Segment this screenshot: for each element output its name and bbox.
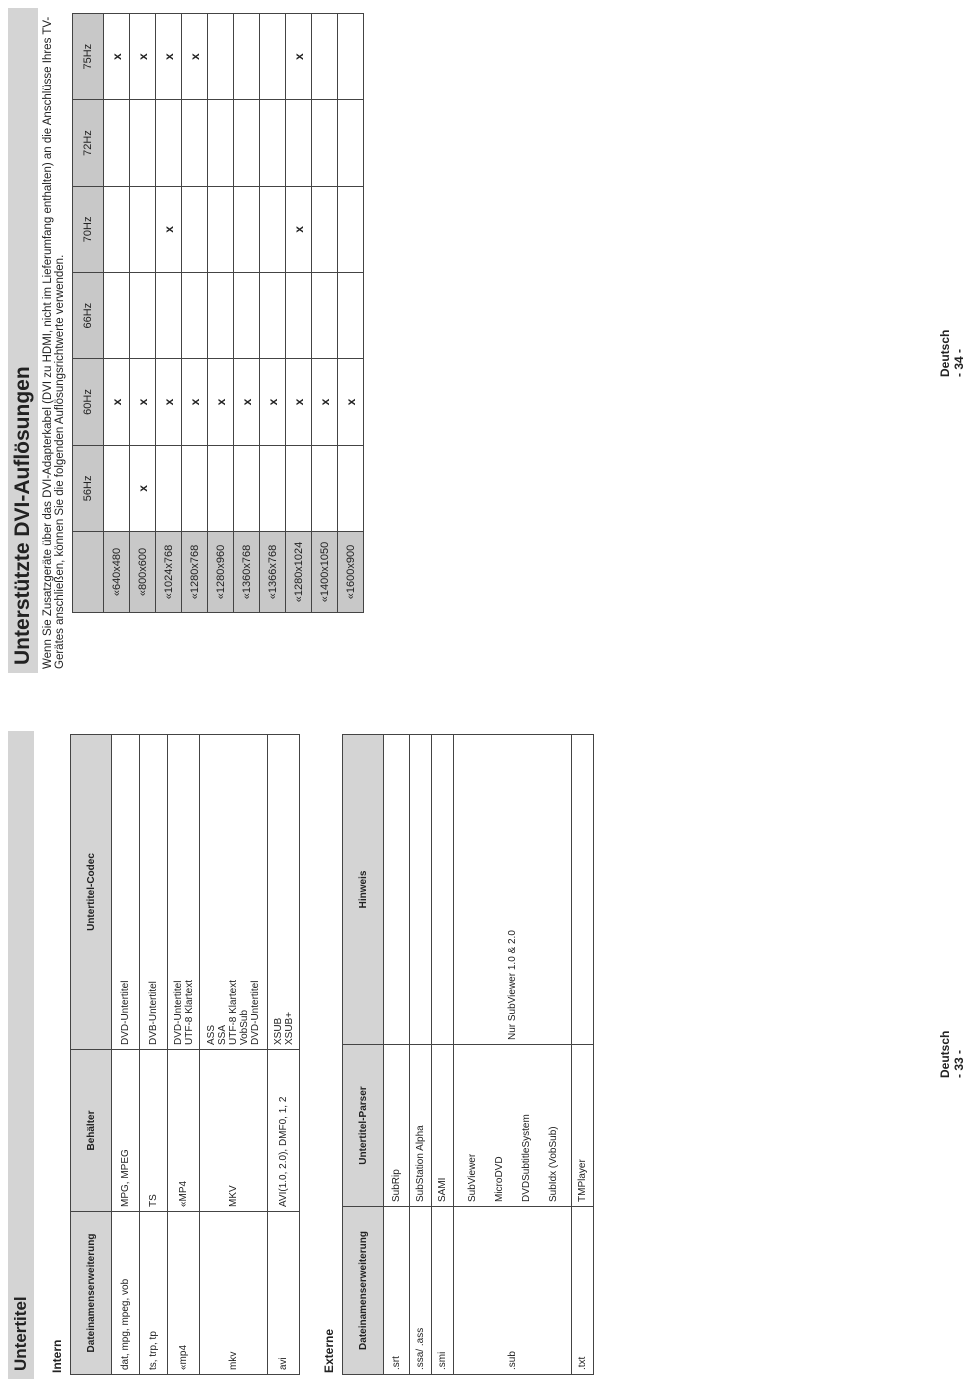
table-row — [572, 735, 594, 1375]
extension-cell: .srt — [384, 1207, 410, 1375]
header-cell: Untertitel-Codec — [71, 735, 112, 1050]
support-mark-cell: x — [156, 186, 182, 272]
codec-line: SSA — [217, 1024, 228, 1045]
codec-cell — [140, 735, 168, 1050]
note-cell — [572, 735, 594, 1045]
header-cell — [73, 532, 104, 613]
intro-text: Wenn Sie Zusatzgeräte über das DVI-Adapterkabel (DVI zu HDMI, nicht im Lieferumfang enthalten) an die Anschlüsse Ihres TV-Gerätes anschließen, können Sie die folgenden Auflösungsrichtwerte verwenden. — [42, 16, 66, 669]
parser-cell — [572, 1045, 594, 1207]
support-mark-cell — [104, 445, 130, 531]
parser-cell — [384, 1045, 410, 1207]
table-row — [168, 735, 200, 1375]
dvi-table-body — [104, 14, 364, 613]
container-cell: TS — [140, 1050, 168, 1212]
support-mark-cell: x — [182, 359, 208, 445]
extern-subtitle-table — [342, 734, 594, 1375]
note-cell — [410, 735, 432, 1045]
table-row — [338, 14, 364, 613]
table-row — [130, 14, 156, 613]
table-header-row — [71, 735, 112, 1375]
table-row — [312, 14, 338, 613]
codec-line: XSUB — [272, 1017, 284, 1045]
codec-line: DVD-Untertitel — [250, 980, 261, 1045]
resolution-cell: «1400x1050 — [312, 532, 338, 613]
codec-line: DVD-Untertitel — [120, 980, 131, 1045]
container-cell: «MP4 — [168, 1050, 200, 1212]
support-mark-cell — [182, 273, 208, 359]
support-mark-cell — [156, 445, 182, 531]
page-footer-33: Deutsch - 33 - — [938, 1030, 966, 1078]
parser-line: SubViewer — [466, 1153, 478, 1202]
support-mark-cell — [234, 100, 260, 186]
support-mark-cell — [312, 186, 338, 272]
header-cell: Untertitel-Parser — [343, 1045, 384, 1207]
support-mark-cell — [260, 273, 286, 359]
support-mark-cell — [130, 100, 156, 186]
codec-line: ASS — [206, 1024, 217, 1045]
support-mark-cell: x — [260, 359, 286, 445]
container-cell: MPG, MPEG — [112, 1050, 140, 1212]
support-mark-cell — [312, 273, 338, 359]
note-cell — [432, 735, 454, 1045]
note-cell: Nur SubViewer 1.0 & 2.0 — [454, 735, 572, 1045]
table-row — [140, 735, 168, 1375]
support-mark-cell — [156, 273, 182, 359]
table-row — [268, 735, 300, 1375]
intern-subtitle-table — [70, 734, 300, 1375]
support-mark-cell — [130, 273, 156, 359]
codec-line: DVB-Untertitel — [148, 981, 159, 1045]
page-34 — [8, 8, 364, 673]
header-cell: Dateinamenserweiterung — [71, 1212, 112, 1375]
parser-line: SubRip — [391, 1169, 402, 1202]
extension-cell: .sub — [454, 1207, 572, 1375]
header-cell: 60Hz — [73, 359, 104, 445]
support-mark-cell: x — [286, 359, 312, 445]
support-mark-cell: x — [182, 14, 208, 100]
resolution-cell: «1280x768 — [182, 532, 208, 613]
support-mark-cell: x — [156, 14, 182, 100]
support-mark-cell — [208, 273, 234, 359]
header-cell: Dateinamenserweiterung — [343, 1207, 384, 1375]
extension-cell: ts, trp, tp — [140, 1212, 168, 1375]
extension-cell: «mp4 — [168, 1212, 200, 1375]
support-mark-cell — [156, 100, 182, 186]
table-row — [286, 14, 312, 613]
support-mark-cell — [234, 14, 260, 100]
codec-cell — [200, 735, 268, 1050]
extern-table-body — [384, 735, 594, 1375]
support-mark-cell: x — [312, 359, 338, 445]
support-mark-cell — [260, 14, 286, 100]
parser-line: SAMI — [437, 1177, 448, 1202]
support-mark-cell — [234, 445, 260, 531]
container-cell: MKV — [200, 1050, 268, 1212]
table-row — [112, 735, 140, 1375]
codec-cell — [112, 735, 140, 1050]
extension-cell: .txt — [572, 1207, 594, 1375]
support-mark-cell: x — [156, 359, 182, 445]
codec-cell — [268, 735, 300, 1050]
support-mark-cell — [260, 100, 286, 186]
intern-table-body — [112, 735, 300, 1375]
support-mark-cell: x — [130, 359, 156, 445]
support-mark-cell — [338, 14, 364, 100]
codec-line: DVD-Untertitel — [172, 980, 184, 1045]
header-cell: 75Hz — [73, 14, 104, 100]
support-mark-cell — [182, 186, 208, 272]
support-mark-cell — [286, 100, 312, 186]
support-mark-cell — [312, 100, 338, 186]
resolution-cell: «640x480 — [104, 532, 130, 613]
table-row — [454, 735, 572, 1375]
resolution-cell: «1360x768 — [234, 532, 260, 613]
support-mark-cell — [260, 445, 286, 531]
table-row — [200, 735, 268, 1375]
support-mark-cell — [130, 186, 156, 272]
table-row — [156, 14, 182, 613]
support-mark-cell — [208, 186, 234, 272]
support-mark-cell: x — [104, 14, 130, 100]
resolution-cell: «1280x960 — [208, 532, 234, 613]
support-mark-cell: x — [286, 186, 312, 272]
table-row — [432, 735, 454, 1375]
support-mark-cell — [286, 445, 312, 531]
page-33 — [8, 731, 594, 1379]
parser-cell — [432, 1045, 454, 1207]
extension-cell: mkv — [200, 1212, 268, 1375]
parser-cell — [454, 1045, 572, 1207]
support-mark-cell — [312, 445, 338, 531]
resolution-cell: «1366x768 — [260, 532, 286, 613]
support-mark-cell — [104, 186, 130, 272]
parser-line: DVDSubtitleSystem — [520, 1114, 532, 1202]
support-mark-cell — [234, 273, 260, 359]
section-intern: Intern — [50, 1339, 64, 1373]
support-mark-cell — [338, 273, 364, 359]
parser-line: SubStation Alpha — [415, 1125, 426, 1202]
support-mark-cell — [338, 186, 364, 272]
extension-cell: .ssa/ .ass — [410, 1207, 432, 1375]
support-mark-cell — [260, 186, 286, 272]
support-mark-cell — [338, 445, 364, 531]
note-cell — [384, 735, 410, 1045]
section-externe: Externe — [322, 1328, 336, 1373]
resolution-cell: «1280x1024 — [286, 532, 312, 613]
support-mark-cell — [208, 445, 234, 531]
codec-cell — [168, 735, 200, 1050]
parser-line: SubIdx (VobSub) — [547, 1126, 559, 1202]
parser-line: TMPlayer — [577, 1159, 588, 1202]
support-mark-cell: x — [234, 359, 260, 445]
support-mark-cell: x — [130, 14, 156, 100]
support-mark-cell: x — [130, 445, 156, 531]
support-mark-cell: x — [208, 359, 234, 445]
codec-line: UTF-8 Klartext — [183, 979, 195, 1045]
table-header-row — [73, 14, 104, 613]
support-mark-cell — [312, 14, 338, 100]
parser-cell — [410, 1045, 432, 1207]
table-header-row — [343, 735, 384, 1375]
support-mark-cell: x — [286, 14, 312, 100]
codec-line: VobSub — [239, 1009, 250, 1045]
header-cell: 72Hz — [73, 100, 104, 186]
support-mark-cell — [338, 100, 364, 186]
dvi-resolution-table — [72, 13, 364, 613]
resolution-cell: «800x600 — [130, 532, 156, 613]
header-cell: Hinweis — [343, 735, 384, 1045]
support-mark-cell: x — [104, 359, 130, 445]
support-mark-cell — [234, 186, 260, 272]
resolution-cell: «1024x768 — [156, 532, 182, 613]
parser-line: MicroDVD — [493, 1156, 505, 1202]
support-mark-cell — [286, 273, 312, 359]
table-row — [384, 735, 410, 1375]
page-title: Untertitel — [8, 731, 34, 1379]
support-mark-cell — [104, 100, 130, 186]
page-title: Unterstützte DVI-Auflösungen — [8, 8, 38, 673]
support-mark-cell: x — [338, 359, 364, 445]
support-mark-cell — [182, 100, 208, 186]
support-mark-cell — [104, 273, 130, 359]
codec-line: UTF-8 Klartext — [228, 979, 239, 1045]
table-row — [260, 14, 286, 613]
support-mark-cell — [182, 445, 208, 531]
table-row — [208, 14, 234, 613]
table-row — [234, 14, 260, 613]
table-row — [410, 735, 432, 1375]
header-cell: 70Hz — [73, 186, 104, 272]
support-mark-cell — [208, 100, 234, 186]
support-mark-cell — [208, 14, 234, 100]
header-cell: 56Hz — [73, 445, 104, 531]
resolution-cell: «1600x900 — [338, 532, 364, 613]
container-cell: AVI(1.0, 2.0), DMF0, 1, 2 — [268, 1050, 300, 1212]
header-cell: Behälter — [71, 1050, 112, 1212]
codec-line: XSUB+ — [283, 1011, 295, 1045]
extension-cell: .smi — [432, 1207, 454, 1375]
table-row — [104, 14, 130, 613]
extension-cell: avi — [268, 1212, 300, 1375]
extension-cell: dat, mpg, mpeg, vob — [112, 1212, 140, 1375]
header-cell: 66Hz — [73, 273, 104, 359]
table-row — [182, 14, 208, 613]
page-footer-34: Deutsch - 34 - — [938, 329, 966, 377]
